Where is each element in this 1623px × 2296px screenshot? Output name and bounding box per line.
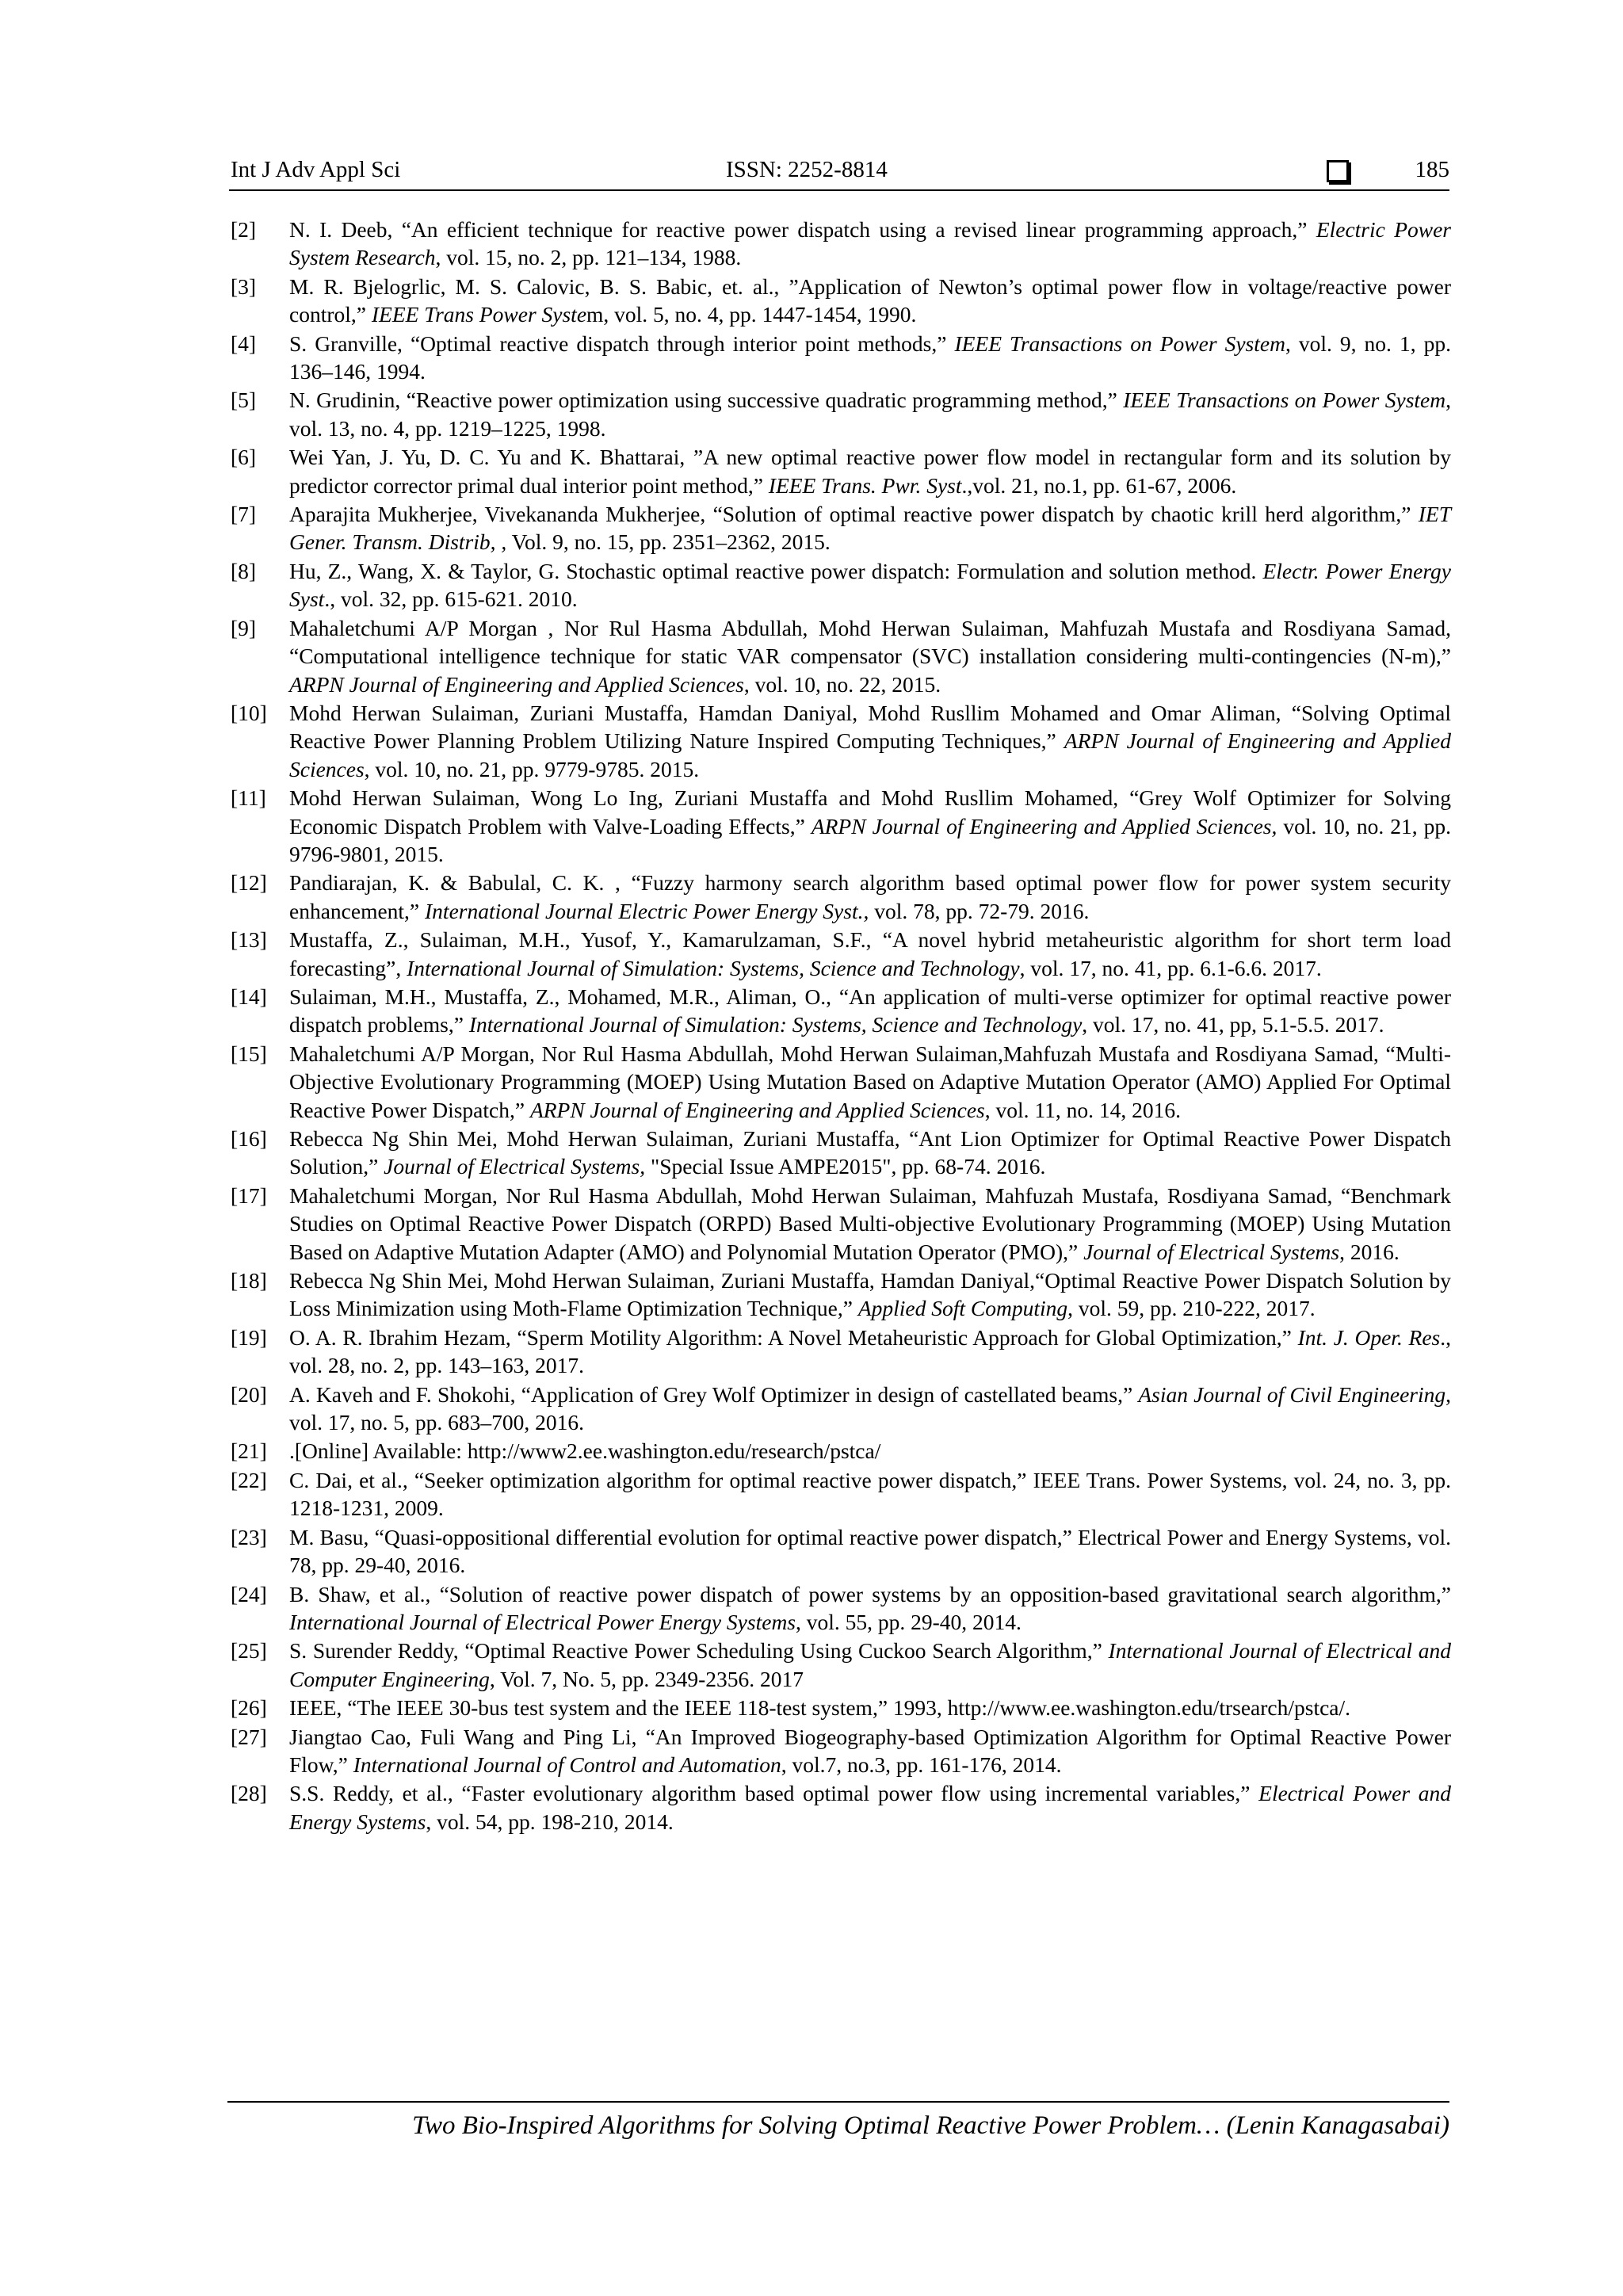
reference-item: [231, 1523, 1451, 1580]
reference-item: [231, 557, 1451, 613]
reference-number: [8]: [231, 558, 257, 583]
reference-item: [231, 1723, 1451, 1779]
reference-text: Rebecca Ng Shin Mei, Mohd Herwan Sulaiman, Zuriani Mustaffa, “Ant Lion Optimizer for Optimal Reactive Power Dispatch Solution,” Journal of Electrical Systems, "Special Issue AMPE2015", pp. 68-74. 2016.: [289, 1126, 1451, 1179]
header-rule: [229, 189, 1449, 191]
reference-item: [231, 1437, 1451, 1465]
reference-item: [231, 1324, 1451, 1380]
reference-item: [231, 273, 1451, 329]
reference-item: [231, 926, 1451, 982]
reference-text: Mustaffa, Z., Sulaiman, M.H., Yusof, Y., Kamarulzaman, S.F., “A novel hybrid metaheuristic algorithm for short term load forecasting”, International Journal of Simulation: Systems, Science and Technology, vol. 17, no. 41, pp. 6.1-6.6. 2017.: [289, 927, 1451, 980]
page-number: 185: [1415, 157, 1449, 182]
reference-number: [14]: [231, 984, 267, 1009]
reference-number: [25]: [231, 1638, 267, 1664]
reference-number: [16]: [231, 1126, 267, 1151]
square-bullet-icon: [1327, 160, 1349, 182]
reference-item: [231, 1266, 1451, 1323]
reference-item: [231, 1694, 1451, 1721]
reference-item: [231, 1125, 1451, 1181]
reference-item: [231, 1779, 1451, 1836]
reference-number: [13]: [231, 927, 267, 953]
reference-text: Mahaletchumi A/P Morgan , Nor Rul Hasma Abdullah, Mohd Herwan Sulaiman, Mahfuzah Mustafa and Rosdiyana Samad, “Computational intelligence technique for static VAR compensator (SVC) installation considering multi-contingencies (N-m),” ARPN Journal of Engineering and Applied Sciences, vol. 10, no. 22, 2015.: [289, 615, 1451, 697]
footer-rule: [227, 2101, 1449, 2103]
reference-text: O. A. R. Ibrahim Hezam, “Sperm Motility Algorithm: A Novel Metaheuristic Approach for Global Optimization,” Int. J. Oper. Res., vol. 28, no. 2, pp. 143–163, 2017.: [289, 1324, 1451, 1378]
reference-text: S. Granville, “Optimal reactive dispatch through interior point methods,” IEEE Transactions on Power System, vol. 9, no. 1, pp. 136–146, 1994.: [289, 330, 1451, 384]
reference-item: [231, 330, 1451, 386]
reference-item: [231, 983, 1451, 1039]
reference-text: S.S. Reddy, et al., “Faster evolutionary algorithm based optimal power flow using incremental variables,” Electrical Power and Energy Systems, vol. 54, pp. 198-210, 2014.: [289, 1781, 1451, 1834]
reference-item: [231, 443, 1451, 499]
reference-text: .[Online] Available: http://www2.ee.washington.edu/research/pstca/: [289, 1438, 881, 1464]
reference-number: [26]: [231, 1695, 267, 1721]
reference-number: [24]: [231, 1581, 267, 1606]
reference-number: [4]: [231, 330, 257, 356]
reference-number: [20]: [231, 1381, 267, 1407]
reference-item: [231, 784, 1451, 868]
reference-number: [17]: [231, 1182, 267, 1208]
reference-text: B. Shaw, et al., “Solution of reactive power dispatch of power systems by an opposition-based gravitational search algorithm,” International Journal of Electrical Power Energy Systems, vol. 55, pp. 29-40, 2014.: [289, 1581, 1451, 1634]
reference-text: N. Grudinin, “Reactive power optimization using successive quadratic programming method,” IEEE Transactions on Power System, vol. 13, no. 4, pp. 1219–1225, 1998.: [289, 388, 1452, 441]
reference-text: A. Kaveh and F. Shokohi, “Application of Grey Wolf Optimizer in design of castellated beams,” Asian Journal of Civil Engineering, vol. 17, no. 5, pp. 683–700, 2016.: [289, 1381, 1451, 1435]
reference-item: [231, 1580, 1451, 1637]
reference-number: [3]: [231, 273, 257, 299]
reference-text: S. Surender Reddy, “Optimal Reactive Power Scheduling Using Cuckoo Search Algorithm,” International Journal of Electrical and Computer Engineering, Vol. 7, No. 5, pp. 2349-2356. 2017: [289, 1638, 1452, 1691]
reference-text: Wei Yan, J. Yu, D. C. Yu and K. Bhattarai, ”A new optimal reactive power flow model in rectangular form and its solution by predictor corrector primal dual interior point method,” IEEE Trans. Pwr. Syst.,vol. 21, no.1, pp. 61-67, 2006.: [289, 445, 1451, 498]
reference-text: Mahaletchumi A/P Morgan, Nor Rul Hasma Abdullah, Mohd Herwan Sulaiman,Mahfuzah Mustafa and Rosdiyana Samad, “Multi-Objective Evolutionary Programming (MOEP) Using Mutation Based on Adaptive Mutation Operator (AMO) Applied For Optimal Reactive Power Dispatch,” ARPN Journal of Engineering and Applied Sciences, vol. 11, no. 14, 2016.: [289, 1041, 1451, 1122]
reference-item: [231, 1381, 1451, 1437]
reference-item: [231, 500, 1451, 556]
reference-item: [231, 1466, 1451, 1522]
reference-text: Hu, Z., Wang, X. & Taylor, G. Stochastic optimal reactive power dispatch: Formulation and solution method. Electr. Power Energy Syst., vol. 32, pp. 615-621. 2010.: [289, 558, 1451, 612]
reference-number: [15]: [231, 1041, 267, 1066]
reference-text: Mohd Herwan Sulaiman, Zuriani Mustaffa, Hamdan Daniyal, Mohd Rusllim Mohamed and Omar Aliman, “Solving Optimal Reactive Power Planning Problem Utilizing Nature Inspired Computing Techniques,” ARPN Journal of Engineering and Applied Sciences, vol. 10, no. 21, pp. 9779-9785. 2015.: [289, 700, 1451, 781]
reference-text: Jiangtao Cao, Fuli Wang and Ping Li, “An Improved Biogeography-based Optimization Algorithm for Optimal Reactive Power Flow,” International Journal of Control and Automation, vol.7, no.3, pp. 161-176, 2014.: [289, 1724, 1451, 1777]
reference-number: [12]: [231, 870, 267, 896]
reference-text: Mohd Herwan Sulaiman, Wong Lo Ing, Zuriani Mustaffa and Mohd Rusllim Mohamed, “Grey Wolf Optimizer for Solving Economic Dispatch Problem with Valve-Loading Effects,” ARPN Journal of Engineering and Applied Sciences, vol. 10, no. 21, pp. 9796-9801, 2015.: [289, 785, 1451, 866]
reference-number: [11]: [231, 785, 266, 811]
reference-text: IEEE, “The IEEE 30-bus test system and the IEEE 118-test system,” 1993, http://www.ee.washington.edu/trsearch/pstca/.: [289, 1695, 1351, 1721]
reference-number: [7]: [231, 502, 257, 527]
reference-number: [19]: [231, 1324, 267, 1350]
running-footer: Two Bio-Inspired Algorithms for Solving Optimal Reactive Power Problem… (Lenin Kanagasabai): [412, 2111, 1449, 2140]
reference-text: Rebecca Ng Shin Mei, Mohd Herwan Sulaiman, Zuriani Mustaffa, Hamdan Daniyal,“Optimal Reactive Power Dispatch Solution by Loss Minimization using Moth-Flame Optimization Technique,” Applied Soft Computing, vol. 59, pp. 210-222, 2017.: [289, 1268, 1451, 1321]
reference-item: [231, 1637, 1451, 1693]
reference-item: [231, 1040, 1451, 1124]
reference-number: [18]: [231, 1268, 267, 1293]
reference-text: Pandiarajan, K. & Babulal, C. K. , “Fuzzy harmony search algorithm based optimal power flow for power system security enhancement,” International Journal Electric Power Energy Syst., vol. 78, pp. 72-79. 2016.: [289, 870, 1451, 923]
issn: ISSN: 2252-8814: [726, 157, 888, 182]
reference-number: [5]: [231, 388, 257, 413]
reference-list: [231, 216, 1451, 1836]
reference-number: [10]: [231, 700, 267, 725]
reference-text: C. Dai, et al., “Seeker optimization algorithm for optimal reactive power dispatch,” IEEE Trans. Power Systems, vol. 24, no. 3, pp. 1218-1231, 2009.: [289, 1467, 1451, 1521]
reference-item: [231, 1182, 1451, 1266]
reference-item: [231, 614, 1451, 698]
reference-number: [2]: [231, 217, 257, 242]
reference-text: M. Basu, “Quasi-oppositional differential evolution for optimal reactive power dispatch,” Electrical Power and Energy Systems, vol. 78, pp. 29-40, 2016.: [289, 1524, 1451, 1578]
reference-text: Aparajita Mukherjee, Vivekananda Mukherjee, “Solution of optimal reactive power dispatch by chaotic krill herd algorithm,” IET Gener. Transm. Distrib, , Vol. 9, no. 15, pp. 2351–2362, 2015.: [289, 502, 1451, 555]
reference-item: [231, 869, 1451, 925]
journal-abbrev: Int J Adv Appl Sci: [231, 157, 401, 182]
reference-number: [28]: [231, 1781, 267, 1806]
reference-text: Sulaiman, M.H., Mustaffa, Z., Mohamed, M.R., Aliman, O., “An application of multi-verse optimizer for optimal reactive power dispatch problems,” International Journal of Simulation: Systems, Science and Technology, vol. 17, no. 41, pp, 5.1-5.5. 2017.: [289, 984, 1451, 1037]
running-header: [231, 155, 1449, 189]
reference-number: [6]: [231, 445, 257, 470]
reference-number: [22]: [231, 1467, 267, 1492]
reference-item: [231, 699, 1451, 783]
reference-item: [231, 386, 1451, 442]
reference-text: M. R. Bjelogrlic, M. S. Calovic, B. S. Babic, et. al., ”Application of Newton’s optimal power flow in voltage/reactive power control,” IEEE Trans Power System, vol. 5, no. 4, pp. 1447-1454, 1990.: [289, 273, 1451, 327]
reference-item: [231, 216, 1451, 272]
reference-number: [21]: [231, 1438, 267, 1464]
reference-number: [27]: [231, 1724, 267, 1749]
reference-text: Mahaletchumi Morgan, Nor Rul Hasma Abdullah, Mohd Herwan Sulaiman, Mahfuzah Mustafa, Rosdiyana Samad, “Benchmark Studies on Optimal Reactive Power Dispatch (ORPD) Based Multi-objective Evolutionary Programming (MOEP) Using Mutation Based on Adaptive Mutation Adapter (AMO) and Polynomial Mutation Operator (PMO),” Journal of Electrical Systems, 2016.: [289, 1182, 1451, 1264]
reference-text: N. I. Deeb, “An efficient technique for reactive power dispatch using a revised linear programming approach,” Electric Power System Research, vol. 15, no. 2, pp. 121–134, 1988.: [289, 217, 1451, 270]
reference-number: [9]: [231, 615, 257, 640]
reference-number: [23]: [231, 1524, 267, 1549]
